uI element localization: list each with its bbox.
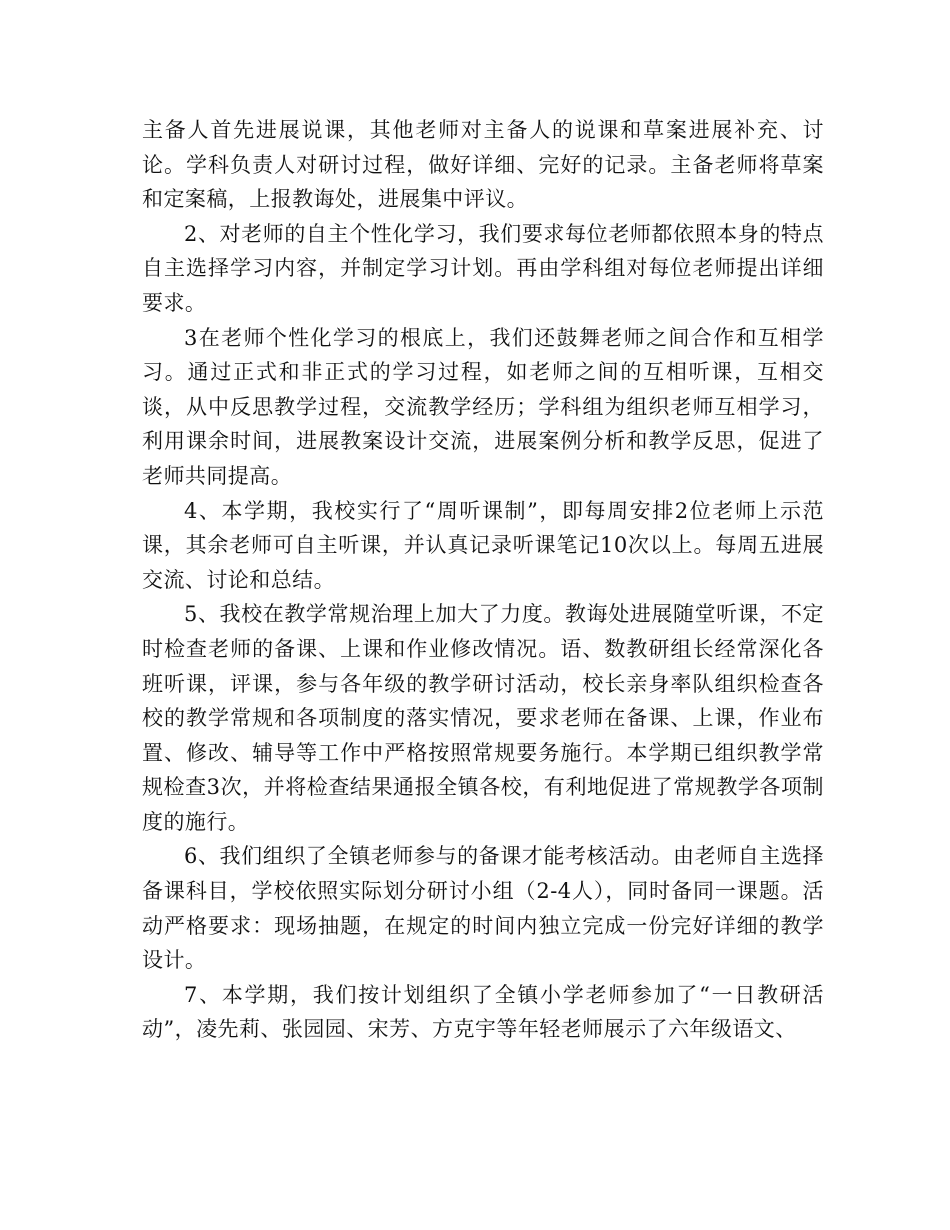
paragraph-item-2: 2、对老师的自主个性化学习，我们要求每位老师都依照本身的特点自主选择学习内容，并制定学习计划。再由学科组对每位老师提出详细要求。 [142, 221, 824, 315]
paragraph-item-4: 4、本学期，我校实行了“周听课制”，即每周安排2位老师上示范课，其余老师可自主听课，并认真记录听课笔记10次以上。每周五进展交流、讨论和总结。 [142, 498, 824, 592]
paragraph-item-7: 7、本学期，我们按计划组织了全镇小学老师参加了“一日教研活动”，凌先莉、张园园、宋芳、方克宇等年轻老师展示了六年级语文、 [142, 982, 824, 1042]
paragraph-item-6: 6、我们组织了全镇老师参与的备课才能考核活动。由老师自主选择备课科目，学校依照实际划分研讨小组（2-4人），同时备同一课题。活动严格要求：现场抽题，在规定的时间内独立完成一份完好详细的教学设计。 [142, 844, 824, 973]
paragraph-item-5: 5、我校在教学常规治理上加大了力度。教诲处进展随堂听课，不定时检查老师的备课、上课和作业修改情况。语、数教研组长经常深化各班听课，评课，参与各年级的教学研讨活动，校长亲身率队组织检查各校的教学常规和各项制度的落实情况，要求老师在备课、上课，作业布置、修改、辅导等工作中严格按照常规要务施行。本学期已组织教学常规检查3次，并将检查结果通报全镇各校，有利地促进了常规教学各项制度的施行。 [142, 602, 824, 834]
paragraph-continuation: 主备人首先进展说课，其他老师对主备人的说课和草案进展补充、讨论。学科负责人对研讨过程，做好详细、完好的记录。主备老师将草案和定案稿，上报教诲处，进展集中评议。 [142, 118, 824, 212]
paragraph-item-3: 3在老师个性化学习的根底上，我们还鼓舞老师之间合作和互相学习。通过正式和非正式的学习过程，如老师之间的互相听课，互相交谈，从中反思教学过程，交流教学经历；学科组为组织老师互相学习，利用课余时间，进展教案设计交流，进展案例分析和教学反思，促进了老师共同提高。 [142, 325, 824, 488]
document-body [142, 113, 824, 1047]
